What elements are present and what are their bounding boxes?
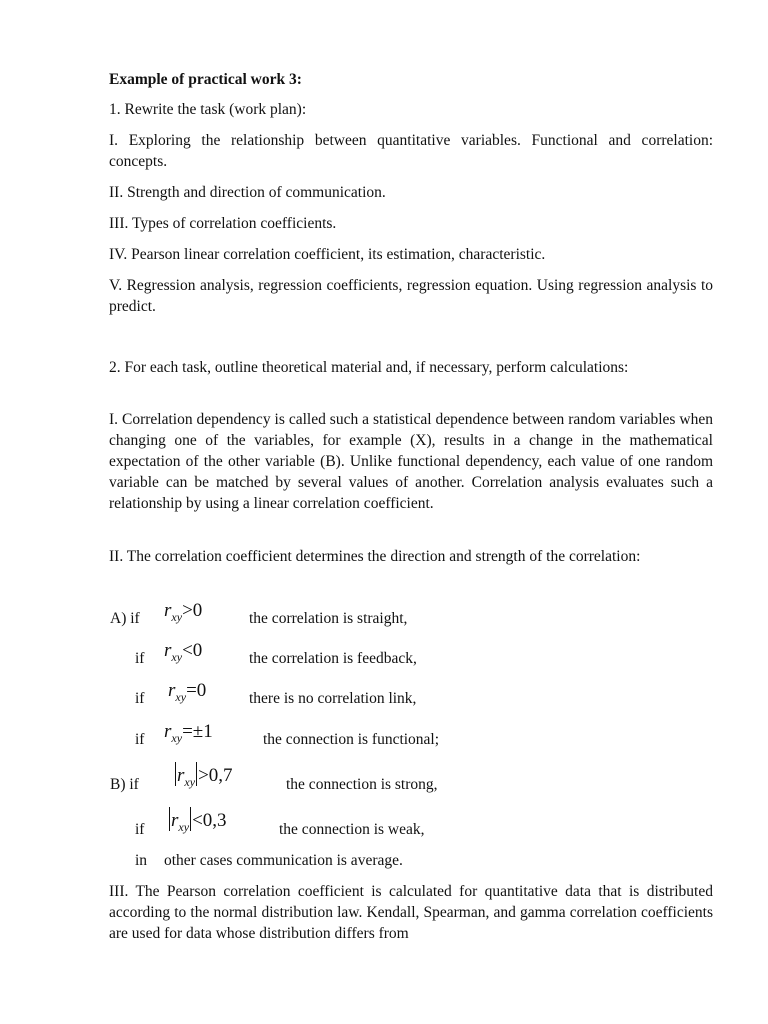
plan-item-5: V. Regression analysis, regression coefficients, regression equation. Using regression analysis to predict.: [109, 277, 713, 315]
otherwise-prefix: in: [135, 852, 148, 869]
condition-prefix: if: [135, 821, 145, 838]
document-heading: Example of practical work 3:: [109, 71, 302, 88]
plan-item-1: I. Exploring the relationship between quantitative variables. Functional and correlation: concepts.: [109, 132, 713, 170]
plan-item-4: IV. Pearson linear correlation coefficient, its estimation, characteristic.: [109, 246, 546, 263]
condition-text: the correlation is straight,: [249, 610, 408, 627]
condition-prefix: if: [135, 690, 145, 707]
condition-text: the connection is strong,: [286, 776, 438, 793]
formula-rxy-negative: $r_{xy}<0$: [164, 640, 203, 664]
paragraph-correlation-coefficient: II. The correlation coefficient determines the direction and strength of the correlation:: [109, 548, 641, 565]
condition-text: the connection is weak,: [279, 821, 425, 838]
formula-rxy-positive: $r_{xy}>0$: [164, 600, 203, 624]
task-2-title: 2. For each task, outline theoretical material and, if necessary, perform calculations:: [109, 359, 629, 376]
plan-item-2: II. Strength and direction of communication.: [109, 184, 386, 201]
formula-rxy-unit: $r_{xy}=\pm 1$: [164, 721, 213, 745]
condition-text: the correlation is feedback,: [249, 650, 417, 667]
condition-text: there is no correlation link,: [249, 690, 417, 707]
plan-item-3: III. Types of correlation coefficients.: [109, 215, 337, 232]
condition-prefix: if: [135, 731, 145, 748]
paragraph-correlation-dependency: I. Correlation dependency is called such a statistical dependence between random variables when changing one of the variables, for example (X), results in a change in the mathematical expectation of the other variable (B). Unlike functional dependency, each value of one random variable can be matched by several values of another. Correlation analysis evaluates such a relationship by using a linear correlation coefficient.: [109, 411, 713, 512]
formula-rxy-zero: $r_{xy}=0$: [168, 680, 207, 704]
condition-prefix: if: [135, 650, 145, 667]
paragraph-pearson: III. The Pearson correlation coefficient is calculated for quantitative data that is distributed according to the normal distribution law. Kendall, Spearman, and gamma correlation coefficients are used for data whose distribution differs from: [109, 883, 713, 942]
condition-text: the connection is functional;: [263, 731, 440, 748]
task-1-title: 1. Rewrite the task (work plan):: [109, 101, 307, 118]
condition-prefix: B) if: [110, 776, 139, 793]
formula-abs-rxy-weak: $r_{xy} <0,3$: [168, 807, 227, 838]
otherwise-text: other cases communication is average.: [164, 852, 403, 869]
condition-prefix: A) if: [110, 610, 140, 627]
formula-abs-rxy-strong: $r_{xy} >0,7$: [174, 762, 233, 793]
